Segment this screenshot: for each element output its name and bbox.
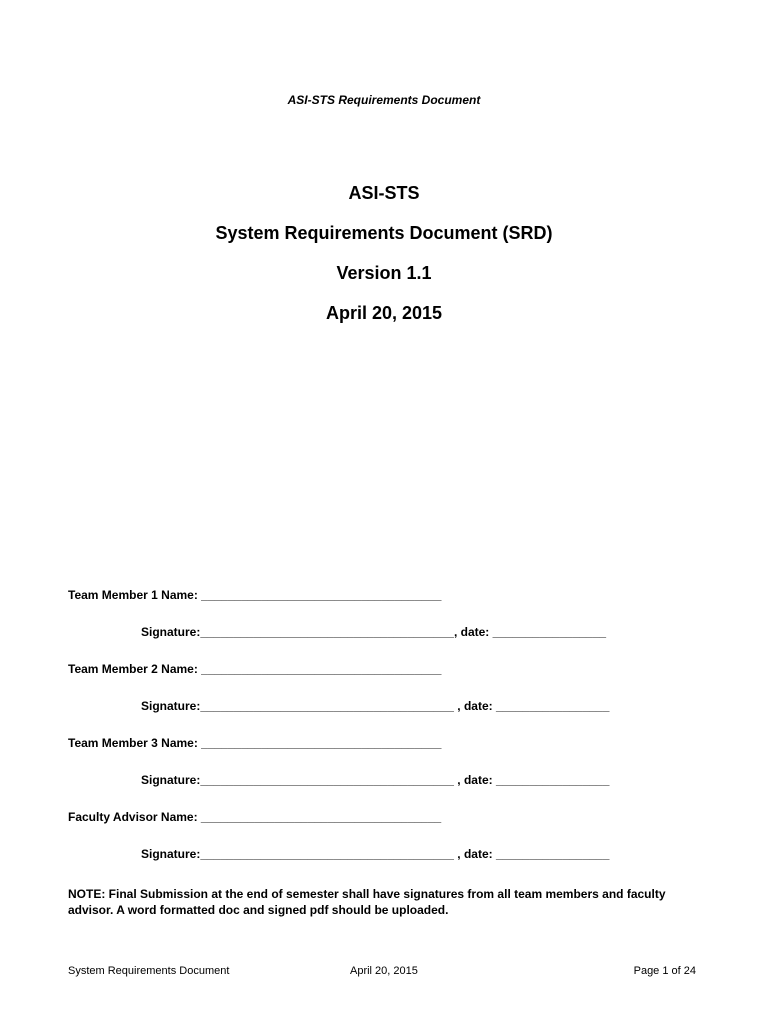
title-document-name: System Requirements Document (SRD) bbox=[215, 223, 553, 243]
footer-document-title: System Requirements Document bbox=[68, 965, 230, 977]
team-member-3-name-line: Team Member 3 Name: ____________________________________ bbox=[68, 736, 442, 750]
team-member-1-name-line: Team Member 1 Name: ____________________________________ bbox=[68, 588, 442, 602]
team-member-2-name-line: Team Member 2 Name: ____________________________________ bbox=[68, 662, 442, 676]
page-footer bbox=[68, 963, 696, 979]
title-date: April 20, 2015 bbox=[325, 303, 443, 323]
title-version: Version 1.1 bbox=[336, 263, 432, 283]
running-header: ASI-STS Requirements Document bbox=[287, 93, 481, 107]
footer-page-number: Page 1 of 24 bbox=[633, 965, 696, 977]
team-member-1-signature-line: Signature:______________________________________, date: _________________ bbox=[141, 625, 607, 639]
title-project: ASI-STS bbox=[348, 183, 420, 203]
faculty-advisor-name-line: Faculty Advisor Name: ____________________________________ bbox=[68, 810, 442, 824]
footer-date: April 20, 2015 bbox=[350, 965, 418, 977]
team-member-2-signature-line: Signature:______________________________________ , date: _________________ bbox=[141, 699, 610, 713]
team-member-3-signature-line: Signature:______________________________________ , date: _________________ bbox=[141, 773, 610, 787]
faculty-advisor-signature-line: Signature:______________________________________ , date: _________________ bbox=[141, 847, 610, 861]
title-block bbox=[0, 180, 768, 340]
submission-note: NOTE: Final Submission at the end of semester shall have signatures from all team members and faculty advisor. A word formatted doc and signed pdf should be uploaded. bbox=[68, 887, 666, 917]
signature-block bbox=[68, 586, 708, 882]
